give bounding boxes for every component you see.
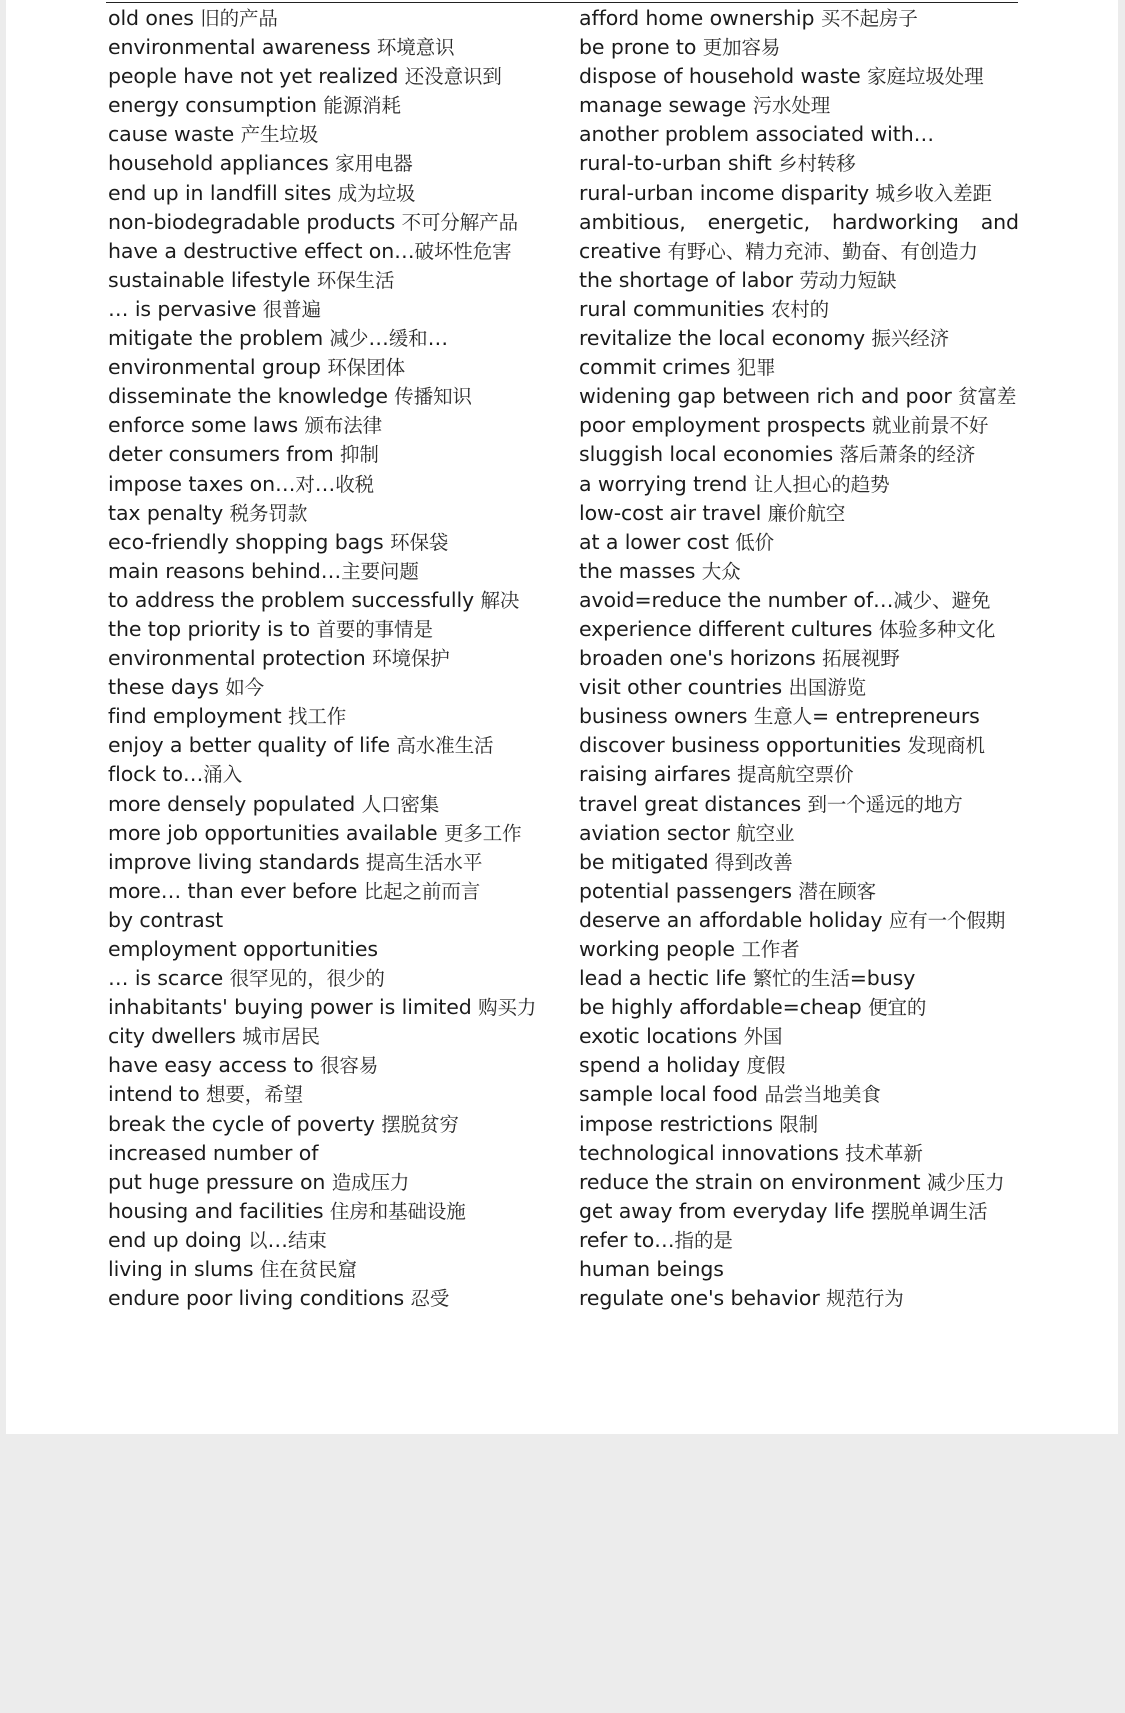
vocabulary-entry: household appliances 家用电器 xyxy=(108,151,413,176)
vocabulary-entry: the masses 大众 xyxy=(579,558,741,583)
vocabulary-entry: … is pervasive 很普遍 xyxy=(108,296,321,321)
vocabulary-entry: mitigate the problem 减少…缓和… xyxy=(108,326,448,351)
vocabulary-entry: working people 工作者 xyxy=(579,937,800,961)
vocabulary-column-left xyxy=(108,4,548,1313)
vocabulary-entry: employment opportunities xyxy=(108,937,378,961)
vocabulary-entry: impose taxes on…对…收税 xyxy=(108,471,374,496)
vocabulary-entry: rural communities 农村的 xyxy=(579,296,830,321)
vocabulary-entry: sluggish local economies 落后萧条的经济 xyxy=(579,442,976,467)
vocabulary-entry: human beings xyxy=(579,1257,724,1282)
vocabulary-entry: more job opportunities available 更多工作 xyxy=(108,820,522,845)
vocabulary-entry: deter consumers from 抑制 xyxy=(108,442,379,467)
vocabulary-entry: ambitious, energetic, hardworking and xyxy=(579,209,1019,234)
vocabulary-entry: break the cycle of poverty 摆脱贫穷 xyxy=(108,1111,459,1136)
vocabulary-entry: business owners 生意人= entrepreneurs xyxy=(579,704,980,729)
vocabulary-entry: be mitigated 得到改善 xyxy=(579,849,793,874)
vocabulary-entry: these days 如今 xyxy=(108,675,265,700)
vocabulary-entry: rural-urban income disparity 城乡收入差距 xyxy=(579,180,992,205)
vocabulary-entry: spend a holiday 度假 xyxy=(579,1053,786,1078)
vocabulary-entry: environmental group 环保团体 xyxy=(108,355,405,380)
vocabulary-entry: regulate one's behavior 规范行为 xyxy=(579,1286,904,1311)
vocabulary-entry: old ones 旧的产品 xyxy=(108,6,278,30)
vocabulary-entry: avoid=reduce the number of…减少、避免 xyxy=(579,587,991,612)
vocabulary-entry: reduce the strain on environment 减少压力 xyxy=(579,1169,1005,1194)
vocabulary-entry: energy consumption 能源消耗 xyxy=(108,93,401,118)
vocabulary-entry: eco-friendly shopping bags 环保袋 xyxy=(108,529,449,554)
vocabulary-entry: the top priority is to 首要的事情是 xyxy=(108,616,433,641)
vocabulary-entry: experience different cultures 体验多种文化 xyxy=(579,616,996,641)
vocabulary-entry: sustainable lifestyle 环保生活 xyxy=(108,267,395,292)
vocabulary-entry: a worrying trend 让人担心的趋势 xyxy=(579,471,890,496)
vocabulary-entry: endure poor living conditions 忍受 xyxy=(108,1286,450,1311)
vocabulary-entry: cause waste 产生垃圾 xyxy=(108,122,319,147)
vocabulary-entry: environmental awareness 环境意识 xyxy=(108,35,455,60)
vocabulary-entry: have a destructive effect on…破坏性危害 xyxy=(108,238,512,263)
vocabulary-entry: end up doing 以…结束 xyxy=(108,1227,327,1252)
vocabulary-entry: inhabitants' buying power is limited 购买力 xyxy=(108,995,537,1020)
vocabulary-entry: tax penalty 税务罚款 xyxy=(108,500,308,525)
vocabulary-entry: potential passengers 潜在顾客 xyxy=(579,878,877,903)
vocabulary-entry: broaden one's horizons 拓展视野 xyxy=(579,646,900,671)
vocabulary-entry: manage sewage 污水处理 xyxy=(579,93,831,118)
vocabulary-column-right xyxy=(579,4,1019,1313)
vocabulary-entry: end up in landfill sites 成为垃圾 xyxy=(108,180,416,205)
vocabulary-entry: low-cost air travel 廉价航空 xyxy=(579,500,846,525)
vocabulary-entry: living in slums 住在贫民窟 xyxy=(108,1257,357,1282)
vocabulary-entry: raising airfares 提高航空票价 xyxy=(579,762,854,787)
vocabulary-entry: revitalize the local economy 振兴经济 xyxy=(579,326,950,351)
vocabulary-entry: more densely populated 人口密集 xyxy=(108,791,440,816)
vocabulary-entry: non-biodegradable products 不可分解产品 xyxy=(108,209,518,234)
vocabulary-entry: get away from everyday life 摆脱单调生活 xyxy=(579,1198,988,1223)
vocabulary-entry: impose restrictions 限制 xyxy=(579,1111,819,1136)
vocabulary-entry: housing and facilities 住房和基础设施 xyxy=(108,1198,466,1223)
vocabulary-entry: creative 有野心、精力充沛、勤奋、有创造力 xyxy=(579,238,978,263)
vocabulary-entry: afford home ownership 买不起房子 xyxy=(579,6,918,30)
vocabulary-entry: poor employment prospects 就业前景不好 xyxy=(579,413,989,438)
vocabulary-entry: travel great distances 到一个遥远的地方 xyxy=(579,791,963,816)
vocabulary-entry: the shortage of labor 劳动力短缺 xyxy=(579,267,897,292)
vocabulary-entry: put huge pressure on 造成压力 xyxy=(108,1169,410,1194)
vocabulary-entry: … is scarce 很罕见的，很少的 xyxy=(108,966,385,991)
vocabulary-entry: rural-to-urban shift 乡村转移 xyxy=(579,151,856,176)
vocabulary-entry: refer to…指的是 xyxy=(579,1227,733,1252)
vocabulary-entry: visit other countries 出国游览 xyxy=(579,675,867,700)
vocabulary-entry: enjoy a better quality of life 高水准生活 xyxy=(108,733,494,758)
vocabulary-entry: lead a hectic life 繁忙的生活=busy xyxy=(579,966,916,991)
vocabulary-entry: enforce some laws 颁布法律 xyxy=(108,413,383,438)
vocabulary-entry: people have not yet realized 还没意识到 xyxy=(108,64,502,89)
vocabulary-entry: environmental protection 环境保护 xyxy=(108,646,450,671)
vocabulary-entry: by contrast xyxy=(108,907,224,932)
top-rule xyxy=(106,2,1018,3)
vocabulary-entry: discover business opportunities 发现商机 xyxy=(579,733,985,758)
vocabulary-entry: exotic locations 外国 xyxy=(579,1024,783,1049)
vocabulary-entry: disseminate the knowledge 传播知识 xyxy=(108,384,472,409)
vocabulary-entry: improve living standards 提高生活水平 xyxy=(108,849,483,874)
vocabulary-entry: increased number of xyxy=(108,1140,319,1165)
vocabulary-entry: at a lower cost 低价 xyxy=(579,529,775,554)
vocabulary-entry: be prone to 更加容易 xyxy=(579,35,781,60)
vocabulary-entry: city dwellers 城市居民 xyxy=(108,1024,320,1049)
vocabulary-entry: commit crimes 犯罪 xyxy=(579,355,776,380)
vocabulary-entry: more… than ever before 比起之前而言 xyxy=(108,878,481,903)
vocabulary-entry: have easy access to 很容易 xyxy=(108,1053,379,1078)
vocabulary-entry: sample local food 品尝当地美食 xyxy=(579,1082,881,1107)
vocabulary-entry: flock to…涌入 xyxy=(108,762,243,787)
vocabulary-entry: another problem associated with… xyxy=(579,122,934,147)
vocabulary-entry: deserve an affordable holiday 应有一个假期 xyxy=(579,907,1006,932)
vocabulary-entry: be highly affordable=cheap 便宜的 xyxy=(579,995,927,1020)
vocabulary-entry: intend to 想要，希望 xyxy=(108,1082,303,1107)
vocabulary-entry: find employment 找工作 xyxy=(108,704,347,729)
vocabulary-entry: widening gap between rich and poor 贫富差 xyxy=(579,384,1017,409)
vocabulary-entry: aviation sector 航空业 xyxy=(579,820,795,845)
vocabulary-entry: technological innovations 技术革新 xyxy=(579,1140,923,1165)
vocabulary-entry: dispose of household waste 家庭垃圾处理 xyxy=(579,64,984,89)
vocabulary-entry: to address the problem successfully 解决 xyxy=(108,587,520,612)
vocabulary-entry: main reasons behind…主要问题 xyxy=(108,558,419,583)
document-page xyxy=(6,0,1118,1434)
